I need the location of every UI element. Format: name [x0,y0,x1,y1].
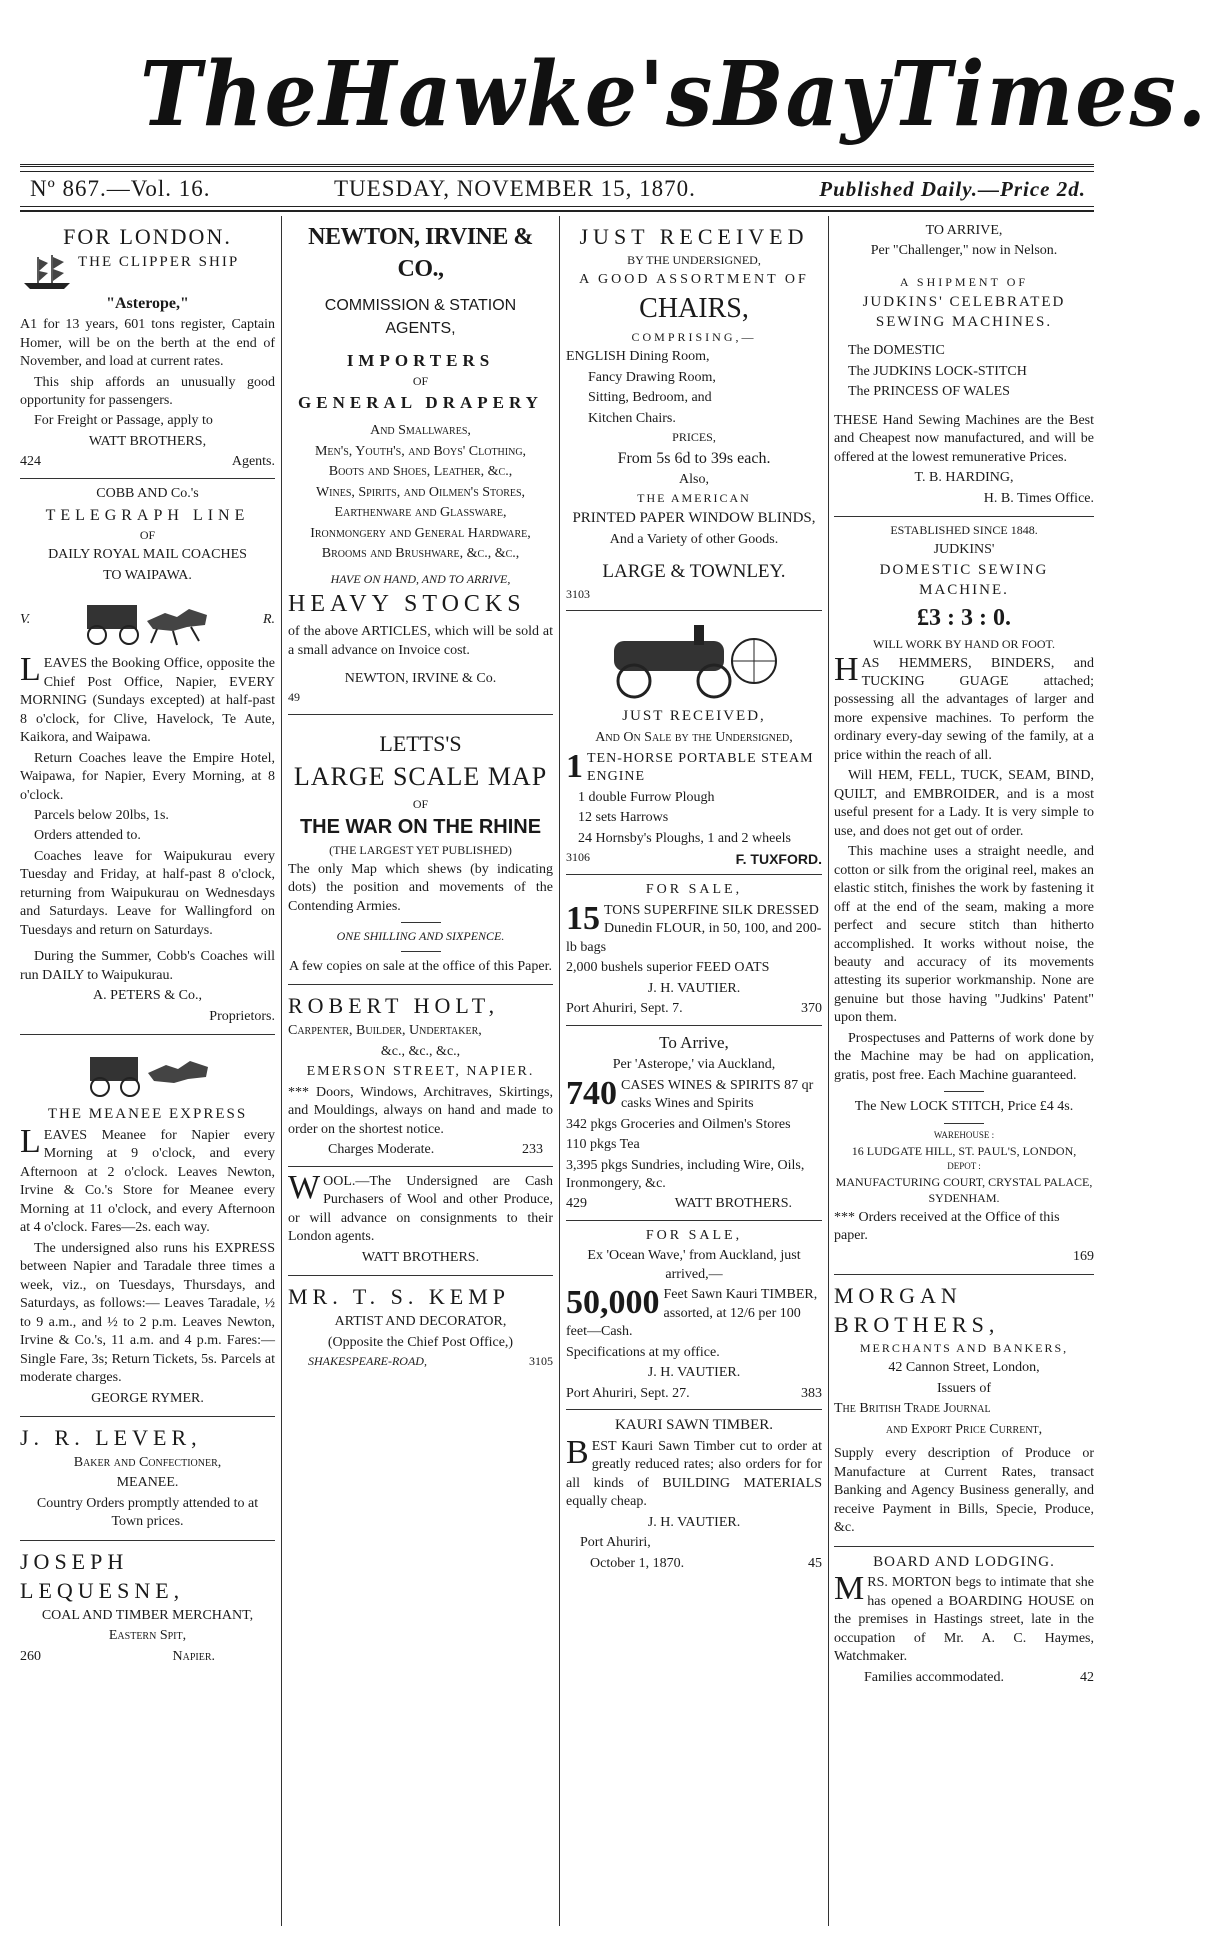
ad-big-number: 50,000 [566,1284,660,1322]
ad-cobb-coaches [20,479,275,1035]
ad-heading: JOSEPH LEQUESNE, [20,1548,185,1603]
ad-heading: TELEGRAPH LINE [45,507,250,525]
ad-subheading: Ex 'Ocean Wave,' from Auckland, just arrived,— [587,1248,801,1282]
ad-heading: TO WAIPAWA. [103,567,192,583]
ad-body: A1 for 13 years, 601 tons register, Captain Homer, will be on the berth at the end of November, and load at current rates. [20,317,275,370]
ad-body: Prospectuses and Patterns of work done by the Machine may be had on application, gratis, post free. Each Machine guaranteed. [834,1030,1094,1083]
ad-number: 45 [808,1555,822,1571]
masthead-word: Hawke's [318,43,715,147]
ad-line: Specifications at my office. [566,1344,720,1360]
ad-line: OF [412,374,429,388]
coach-mark-left: V. [20,612,31,627]
ad-heading: And On Sale by the Undersigned, [595,730,793,746]
column-3 [566,216,822,1926]
ad-body: Orders attended to. [34,828,141,844]
ad-signature: J. H. VAUTIER. [647,1514,741,1530]
ad-line: DEPOT : [947,1161,981,1172]
ad-line: TEN-HORSE PORTABLE STEAM ENGINE [587,750,814,785]
ad-line: PRINTED PAPER WINDOW BLINDS, [572,510,816,527]
ad-body: A few copies on sale at the office of this Paper. [289,958,552,974]
ad-signature: F. TUXFORD. [735,851,822,867]
ad-line: 42 Cannon Street, London, [888,1360,1040,1376]
ad-number: 49 [288,690,300,705]
ad-subheading: COAL AND TIMBER MERCHANT, [41,1607,254,1623]
ad-line: Also, [679,471,709,487]
ad-lequesne [20,1541,275,1672]
ad-number: 260 [20,1648,41,1664]
ad-number: 429 [566,1196,587,1212]
ad-morgan-brothers [834,1275,1094,1546]
divider [401,922,441,923]
ad-body: LEAVES the Booking Office, opposite the Chief Post Office, Napier, EVERY MORNING (Sundays excepted) at half-past 8 o'clock, for Clive, Havelock, Te Aute, Kaikora, and Waipawa. [20,651,275,746]
ad-heading: A GOOD ASSORTMENT OF [579,271,809,287]
ad-body: MRS. MORTON begs to intimate that she has opened a BOARDING HOUSE on the premises in Hastings street, late in the occupation of Mr. A. C. Haymes, Watchmaker. [834,1570,1094,1665]
ad-line: EMERSON STREET, NAPIER. [306,1064,535,1080]
ad-signature: GEORGE RYMER. [91,1390,204,1406]
ad-heading: NEWTON, IRVINE & CO., [308,224,533,282]
ad-heading: (THE LARGEST YET PUBLISHED) [329,842,512,857]
ad-line: 3,395 pkgs Sundries, including Wire, Oils, Ironmongery, &c. [566,1157,805,1191]
ad-heading: DOMESTIC SEWING MACHINE. [879,562,1049,599]
ad-place: Port Ahuriri, [580,1535,651,1551]
ad-heading: OF [412,796,429,811]
ad-body: THESE Hand Sewing Machines are the Best and Cheapest now manufactured, and will be offered at the lowest remunerative Prices. [834,412,1094,465]
ad-heading: JUST RECEIVED [579,224,809,249]
ad-item: Ironmongery and General Hardware, [310,525,531,541]
ad-kemp [288,1276,553,1376]
ad-number: 424 [20,454,41,470]
ad-kauri-timber [566,1221,822,1410]
ad-town: Napier. [172,1648,215,1664]
ad-heading: COBB AND Co.'s [96,485,199,501]
ad-number: 3105 [529,1354,553,1368]
ad-place: Port Ahuriri, Sept. 7. [566,1001,683,1017]
ad-big-number: 740 [566,1074,617,1112]
ad-heading: FOR SALE, [645,882,743,898]
ad-lever [20,1417,275,1541]
ad-chairs [566,216,822,611]
ad-body: *** Orders received at the Office of this paper. [834,1209,1060,1244]
ad-body: During the Summer, Cobb's Coaches will run DAILY to Waipukurau. [20,949,275,983]
ad-heading: JUDKINS' CELEBRATED SEWING MACHINES. [862,293,1066,330]
ad-body: The only Map which shews (by indicating dots) the position and movements of the Contending Armies. [288,861,553,914]
ad-line: IMPORTERS [346,350,495,370]
ad-item: Sitting, Bedroom, and [588,390,712,406]
ad-subheading: THE CLIPPER SHIP [78,254,240,271]
dateline [30,174,1086,204]
ad-line: COMMISSION & STATION [324,297,517,315]
ad-signature: J. H. VAUTIER. [647,1365,741,1381]
ad-place: MEANEE. [116,1475,179,1491]
ad-signature: NEWTON, IRVINE & Co. [344,670,497,686]
ad-body: Coaches leave for Waipukurau every Tuesday and Friday, at half-past 8 o'clock, returning from Waipukurau on Wednesdays and Saturdays. Leave for Wallingford on Tuesdays and return on Saturdays. [20,848,275,938]
ad-signature: H. B. Times Office. [983,490,1094,506]
ad-charges: Charges Moderate. [328,1142,435,1158]
issue-date: TUESDAY, NOVEMBER 15, 1870. [334,176,696,201]
ad-signature: LARGE & TOWNLEY. [602,561,786,583]
column-divider [828,216,829,1926]
ad-item: Earthenware and Glassware, [334,505,507,521]
ad-heading: FOR LONDON. [63,224,232,249]
ad-number: 3106 [566,850,590,864]
ad-line: ARTIST AND DECORATOR, [334,1314,507,1330]
ad-item: ENGLISH Dining Room, [566,349,710,365]
ad-item: Brooms and Brushware, &c., &c., [321,546,520,562]
ad-judkins-domestic [834,517,1094,1275]
ad-heading: THE MEANEE EXPRESS [47,1106,248,1123]
ad-item: The PRINCESS OF WALES [848,384,1010,400]
column-divider [559,216,560,1926]
ad-body: of the above ARTICLES, which will be sold at a small advance on Invoice cost. [288,624,553,658]
masthead-word: The [140,43,319,147]
bottom-rule [20,206,1094,212]
coach-mark-right: R. [262,612,275,627]
ad-heading: MORGAN BROTHERS, [834,1283,1000,1338]
column-2 [288,216,553,1926]
column-divider [281,216,282,1926]
ad-item: Fancy Drawing Room, [588,369,716,385]
ad-line: 2,000 bushels superior FEED OATS [566,960,770,976]
ad-newton-irvine [288,216,553,715]
ad-meanee-express [20,1035,275,1417]
ad-heading: HEAVY STOCKS [288,591,526,618]
ad-line: The British Trade Journal [834,1401,991,1417]
ad-heading: ROBERT HOLT, [288,993,500,1019]
ad-number: 233 [522,1142,543,1158]
ad-line: GENERAL DRAPERY [298,392,543,412]
ad-body: Will HEM, FELL, TUCK, SEAM, BIND, QUILT, and EMBROIDER, and is a most useful present for a Lady. It is very simple to use, and does not get out of order. [834,768,1094,839]
ad-line: 110 pkgs Tea [566,1137,640,1153]
ad-line: &c., &c., &c., [380,1043,461,1059]
ad-subheading: Baker and Confectioner, [73,1455,222,1470]
ad-agents: Agents. [231,454,275,470]
issue-number: Nº 867.—Vol. 16. [30,176,211,201]
ad-body: Country Orders promptly attended to at Town prices. [36,1495,259,1530]
ship-name: "Asterope," [106,295,189,313]
ad-kauri-sawn [566,1410,822,1579]
ad-heading: BOARD AND LODGING. [873,1553,1055,1570]
ad-line: HAVE ON HAND, AND TO ARRIVE, [330,571,511,586]
ad-board-lodging [834,1547,1094,1694]
ad-judkins-arrive [834,216,1094,517]
ad-line: The New LOCK STITCH, Price £4 4s. [854,1099,1074,1115]
ad-signature: WATT BROTHERS. [361,1249,480,1265]
ad-signature: A. PETERS & Co., [93,988,202,1004]
ad-number: 370 [801,1001,822,1017]
ad-line: Carpenter, Builder, Undertaker, [288,1023,482,1039]
ad-item: Men's, Youth's, and Boys' Clothing, [314,443,527,459]
ad-heading: JUST RECEIVED, [622,708,766,725]
ad-line: PRICES, [672,429,716,444]
ad-heading: BY THE UNDERSIGNED, [627,253,761,268]
ad-item: Boots and Shoes, Leather, &c., [328,464,513,480]
masthead [20,40,1208,150]
ad-heading: MR. T. S. KEMP [288,1284,511,1310]
column-1 [20,216,275,1926]
ad-date: October 1, 1870. [590,1555,685,1571]
ad-robert-holt [288,985,553,1166]
ad-heading: WILL WORK BY HAND OR FOOT. [873,636,1055,651]
ad-heading: OF [139,528,156,543]
ad-heading: KAURI SAWN TIMBER. [614,1417,774,1434]
ad-line: 24 Hornsby's Ploughs, 1 and 2 wheels [578,830,791,846]
column-4 [834,216,1094,1926]
ad-to-arrive [566,1026,822,1221]
ad-item: The DOMESTIC [848,343,945,359]
ad-line: TONS SUPERFINE SILK DRESSED Dunedin FLOUR, in 50, 100, and 200-lb bags [566,902,822,955]
ad-big-number: 1 [566,747,583,785]
ad-signature: WATT BROTHERS. [674,1196,792,1212]
ad-line: MANUFACTURING COURT, CRYSTAL PALACE, SYDENHAM. [835,1175,1093,1206]
masthead-word: Times. [890,43,1208,147]
ad-heading: J. R. LEVER, [20,1424,202,1450]
ad-line: Issuers of [936,1380,992,1396]
steam-engine-icon [594,621,794,701]
ad-flour [566,875,822,1025]
ad-heading: Per "Challenger," now in Nelson. [870,243,1058,259]
ad-body: The undersigned also runs his EXPRESS between Napier and Taradale three times a week, viz., on Tuesdays, Thursdays, and Saturdays, as follows:— Leaves Taradale, ½ to 9 a.m., and ½ to 2 p.m. Leaves Newton, Irvine & Co.'s, 11 a.m. and 4 p.m. Fares:—Single Fare, 3s; Return Tickets, 5s. Parcels at moderate charges. [20,1240,275,1386]
ad-big-number: 15 [566,899,600,937]
ad-heading: A SHIPMENT OF [899,274,1029,289]
ad-subheading: MERCHANTS AND BANKERS, [859,1341,1069,1356]
ad-wool [288,1167,553,1276]
ad-subheading: Per 'Asterope,' via Auckland, [612,1057,776,1073]
ad-heading: THE WAR ON THE RHINE [299,816,542,839]
ad-heading: LARGE SCALE MAP [293,762,548,792]
ad-line: CASES WINES & SPIRITS 87 qr casks Wines and Spirits [621,1077,814,1112]
ad-heading: CHAIRS, [639,293,749,325]
coach-icon [77,591,217,649]
ad-body: This ship affords an unusually good opportunity for passengers. [20,374,275,409]
ship-icon [20,253,74,293]
ad-item: Kitchen Chairs. [588,410,676,426]
ad-body: WOOL.—The Undersigned are Cash Purchasers of Wool and other Produce, or will advance on consignments to their London agents. [288,1168,553,1245]
ad-signature: T. B. HARDING, [914,470,1014,486]
ad-line: Families accommodated. [864,1669,1004,1685]
ad-place: Port Ahuriri, Sept. 27. [566,1385,690,1401]
ad-heading: FOR SALE, [645,1227,743,1243]
ad-body: LEAVES Meanee for Napier every Morning at 9 o'clock, and every Afternoon at 2 o'clock. Leaves Newton, Irvine & Co.'s Store for Meanee every Morning at 11 o'clock, and every Afternoon at 4 o'clock. Fares—2s. each way. [20,1122,275,1236]
ad-heading: TO ARRIVE, [925,223,1003,238]
coach-icon [78,1043,218,1101]
ad-number: 169 [1073,1248,1094,1264]
ad-line: Feet Sawn Kauri TIMBER, assorted, at 12/6 per 100 feet—Cash. [566,1287,818,1340]
ad-body: BEST Kauri Sawn Timber cut to order at greatly reduced rates; also orders for for all kinds of BUILDING MATERIALS equally cheap. [566,1433,822,1510]
ad-line: WAREHOUSE : [933,1129,995,1140]
ad-signature: WATT BROTHERS, [88,433,207,449]
ad-heading: LETTS'S [379,731,462,757]
ad-heading: DAILY ROYAL MAIL COACHES [48,547,247,563]
ad-line: 342 pkgs Groceries and Oilmen's Stores [566,1116,791,1132]
ad-number: 3103 [566,586,590,601]
ad-steam-engine [566,611,822,875]
ad-body: Parcels below 20lbs, 1s. [34,807,169,823]
ad-body: For Freight or Passage, apply to [34,413,213,429]
ad-body: *** Doors, Windows, Architraves, Skirtings, and Mouldings, always on hand and made to order on the shortest notice. [288,1084,553,1137]
ad-body: Return Coaches leave the Empire Hotel, Waipawa, for Napier, Every Morning, at 8 o'clock. [20,750,275,803]
ad-line: And a Variety of other Goods. [609,532,779,548]
ad-line: AGENTS, [385,320,456,338]
ad-line: (Opposite the Chief Post Office,) [327,1334,514,1350]
ad-heading: To Arrive, [659,1032,729,1052]
ad-line: From 5s 6d to 39s each. [617,449,771,467]
masthead-word: Bay [714,43,891,147]
ad-line: and Export Price Current, [885,1421,1043,1437]
ad-heading: ESTABLISHED SINCE 1848. [890,523,1038,538]
ad-body: HAS HEMMERS, BINDERS, and TUCKING GUAGE attached; possessing all the advantages of larger and more expensive machines. To perform the ordinary every-day sewing of the family, at a price within the reach of all. [834,650,1094,763]
ad-line: SHAKESPEARE-ROAD, [308,1354,427,1368]
ad-place: Eastern Spit, [108,1628,187,1644]
ad-price: £3 : 3 : 0. [917,605,1011,631]
divider [944,1091,984,1092]
ad-line: 1 double Furrow Plough [578,789,715,805]
divider [944,1123,984,1124]
ad-heading: JUDKINS' [933,541,995,557]
ad-price: ONE SHILLING AND SIXPENCE. [336,929,505,944]
divider [401,951,441,952]
ad-signature: Proprietors. [209,1008,275,1024]
ad-signature: J. H. VAUTIER. [647,980,741,996]
ad-heading: COMPRISING,— [631,330,757,345]
ad-for-london [20,216,275,479]
ad-line: 12 sets Harrows [578,810,669,826]
ad-item: The JUDKINS LOCK-STITCH [848,363,1027,379]
ad-line: 16 LUDGATE HILL, ST. PAUL'S, LONDON, [851,1143,1077,1158]
ad-item: Wines, Spirits, and Oilmen's Stores, [315,484,526,500]
top-rule [20,164,1094,172]
ad-item: And Smallwares, [370,423,471,439]
ad-number: 383 [801,1385,822,1401]
ad-body: This machine uses a straight needle, and cotton or silk from the original reel, makes an elastic stitch, finishes the work by fastening it off at the end of the seam, making a more perfect and secure stitch than hitherto accomplished. It works without noise, the beauty and accuracy of its movements attesting its superior workmanship. None are genuine but those having "Judkins' Patent" upon them. [834,844,1094,1026]
ad-body: Supply every description of Produce or Manufacture at Current Rates, transact Banking and Agency Business generally, and receive Payment in Bills, Specie, Produce, &c. [834,1446,1094,1536]
publication-note: Published Daily.—Price 2d. [819,176,1086,201]
ad-letts-map [288,715,553,985]
ad-number: 42 [1080,1669,1094,1685]
ad-line: THE AMERICAN [637,491,751,506]
